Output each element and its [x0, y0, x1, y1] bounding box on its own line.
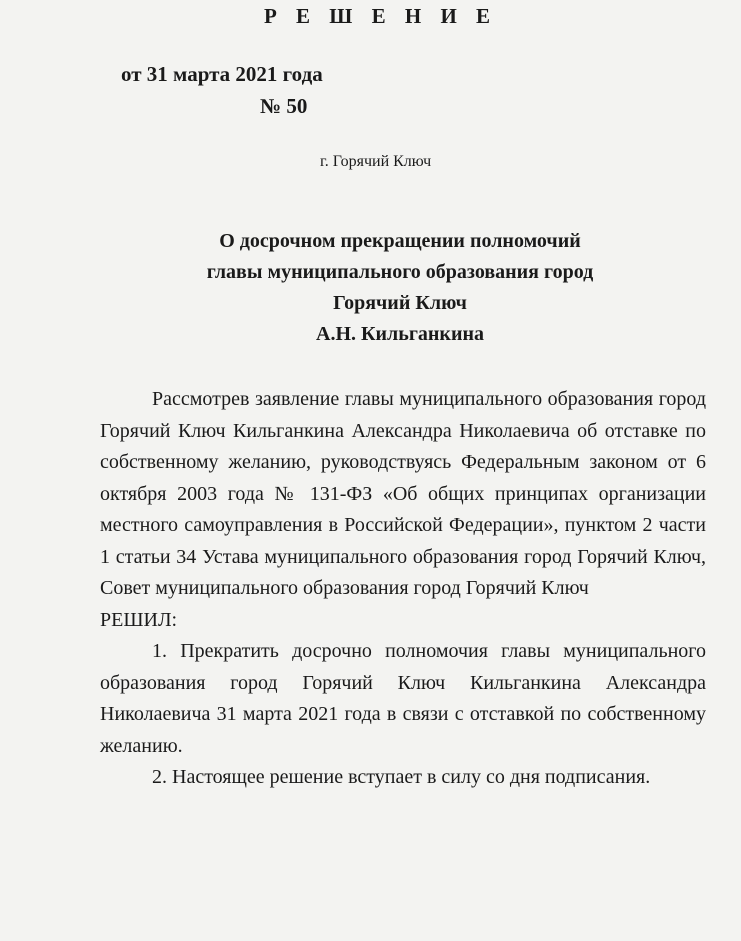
resolved-label: РЕШИЛ: — [100, 608, 178, 631]
title-line: А.Н. Кильганкина — [316, 323, 484, 345]
title-line: О досрочном прекращении полномочий — [219, 230, 581, 252]
decision-item-1: 1. Прекратить досрочно полномочия главы муниципального образования город Горячий Ключ Кильганкина Александра Николаевича 31 марта 2021 года в связи с отставкой по собственному желанию. — [100, 640, 706, 757]
preamble-paragraph: Рассмотрев заявление главы муниципального образования город Горячий Ключ Кильганкина Александра Николаевича об отставке по собственному желанию, руководствуясь Федеральным законом от 6 октября 2003 года № 131-ФЗ «Об общих принципах организации местного самоуправления в Российской Федерации», пунктом 2 части 1 статьи 34 Устава муниципального образования город Горячий Ключ, Совет муниципального образования город Горячий Ключ — [100, 388, 706, 599]
document-city: г. Горячий Ключ — [320, 153, 432, 170]
document-heading: Р Е Ш Е Н И Е — [263, 4, 498, 28]
title-line: Горячий Ключ — [333, 292, 467, 314]
document-body — [100, 384, 706, 794]
document-number: № 50 — [260, 94, 308, 118]
document-title — [100, 226, 700, 350]
document-date: от 31 марта 2021 года — [121, 62, 323, 86]
title-line: главы муниципального образования город — [206, 261, 594, 283]
decision-item-2: 2. Настоящее решение вступает в силу со дня подписания. — [152, 766, 651, 788]
